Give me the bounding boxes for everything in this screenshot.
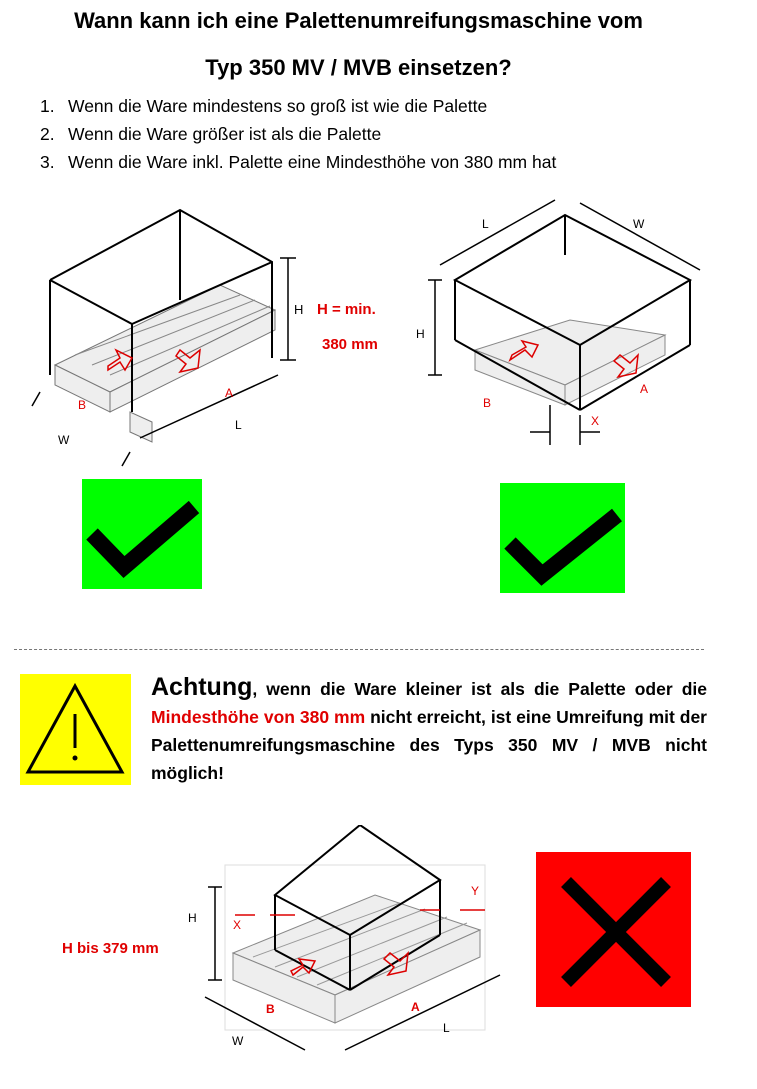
fig1-h-label: H [294,302,304,317]
figure-pallet-goods-oversize [410,195,720,455]
list-item: 3. Wenn die Ware inkl. Palette eine Mindesthöhe von 380 mm hat [40,152,557,172]
checkmark-icon [82,479,202,589]
warning-text: Achtung, wenn die Ware kleiner ist als die Palette oder die Mindesthöhe von 380 mm nicht erreicht, ist eine Umreifung mit der Palettenumreifungsmaschine des Typs 350 MV / MVB nicht möglich! [151,673,707,783]
warning-box [20,674,131,785]
fig3-a-label: A [411,1000,420,1014]
fig3-x-label: X [233,918,242,932]
fig2-h-label: H [416,327,425,341]
fig1-a-label: A [225,386,234,400]
requirements-list [40,92,556,176]
check-box-2 [500,483,625,593]
cross-box [536,852,691,1007]
fig1-b-label: B [78,398,87,412]
fig2-x-label: X [591,414,600,428]
title-line-1: Wann kann ich eine Palettenumreifungsmaschine vom [74,8,643,33]
fig3-w-label: W [232,1034,244,1048]
fig1-hmin-line2: 380 mm [322,336,378,353]
figure-pallet-goods-larger [30,200,390,470]
title-line-2: Typ 350 MV / MVB einsetzen? [205,55,512,80]
fig1-w-label: W [58,433,70,447]
warning-achtung: Achtung [151,673,253,701]
warning-highlight: Mindesthöhe von 380 mm [151,707,366,727]
list-item: 2. Wenn die Ware größer ist als die Palette [40,124,382,144]
cross-icon [536,852,691,1007]
fig2-b-label: B [483,396,492,410]
fig1-hmin-line1: H = min. [317,301,376,318]
list-item: 1. Wenn die Ware mindestens so groß ist wie die Palette [40,96,488,116]
fig3-l-label: L [443,1021,450,1035]
checkmark-icon [500,483,625,593]
fig3-hbis-label: H bis 379 mm [62,940,159,957]
section-divider [14,649,704,650]
fig3-b-label: B [266,1002,275,1016]
fig1-l-label: L [235,418,242,432]
fig3-h-label: H [188,911,197,925]
fig2-a-label: A [640,382,649,396]
fig2-w-label: W [633,217,645,231]
fig3-y-label: Y [471,884,480,898]
check-box-1 [82,479,202,589]
warning-triangle-icon [20,674,131,785]
fig2-l-label: L [482,217,489,231]
figure-pallet-goods-smaller [175,825,525,1055]
